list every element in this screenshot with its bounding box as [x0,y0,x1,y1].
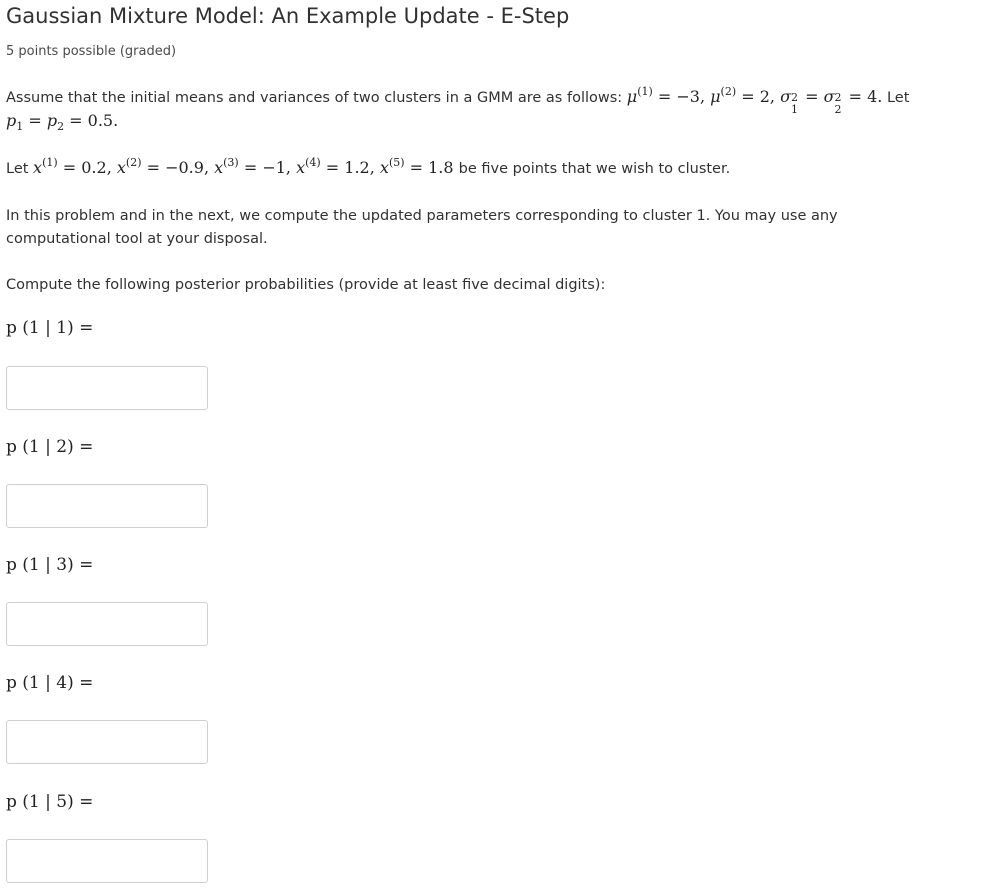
p-value: 0.5 [87,111,114,130]
answer-input-3[interactable] [6,602,208,646]
mu1-value: −3 [676,87,700,106]
x5-value: 1.8 [428,158,454,177]
x4-value: 1.2 [344,158,370,177]
mu2-value: 2 [759,87,770,106]
mu-equations: $\mu^{(1)} = -3$, $\mu^{(2)} = 2$, σ 2 1 = σ 2 2 = 4. [626,84,883,116]
problem-text-line-1: In this problem and in the next, we compute the updated parameters corresponding to cluster 1. You may use any [6,208,838,224]
question-label-1: p (1 | 1) = [6,318,94,338]
assumption-line-1 [6,84,910,116]
p-equations: $p_1 = p_2 = 0.5$. [6,111,119,134]
points-possible: 5 points possible (graded) [6,44,177,59]
answer-input-4[interactable] [6,720,208,764]
answer-input-1[interactable] [6,366,208,410]
assumption-line-2 [6,110,118,133]
let-word: Let [886,90,910,106]
problem-text-line-2: computational tool at your disposal. [6,231,268,247]
compute-instruction: Compute the following posterior probabilities (provide at least five decimal digits): [6,277,606,293]
assume-text: Assume that the initial means and variances of two clusters in a GMM are as follows: [6,90,623,106]
x-suffix: be five points that we wish to cluster. [458,161,731,177]
x2-value: −0.9 [165,158,204,177]
x-equations: $x^{(1)} = 0.2$, $x^{(2)} = -0.9$, $x^{(3)} = -1$, $x^{(4)} = 1.2$, $x^{(5)} = 1.8$ [33,155,454,177]
problem-title: Gaussian Mixture Model: An Example Update - E-Step [6,4,570,28]
let-x-prefix: Let [6,161,29,177]
x1-value: 0.2 [81,158,107,177]
answer-input-5[interactable] [6,839,208,883]
sigma-value: 4 [867,87,878,106]
points-line [6,157,730,180]
answer-input-2[interactable] [6,484,208,528]
question-label-2: p (1 | 2) = [6,437,94,457]
question-label-5: p (1 | 5) = [6,792,94,812]
question-label-4: p (1 | 4) = [6,673,94,693]
x3-value: −1 [262,158,286,177]
question-label-3: p (1 | 3) = [6,555,94,575]
